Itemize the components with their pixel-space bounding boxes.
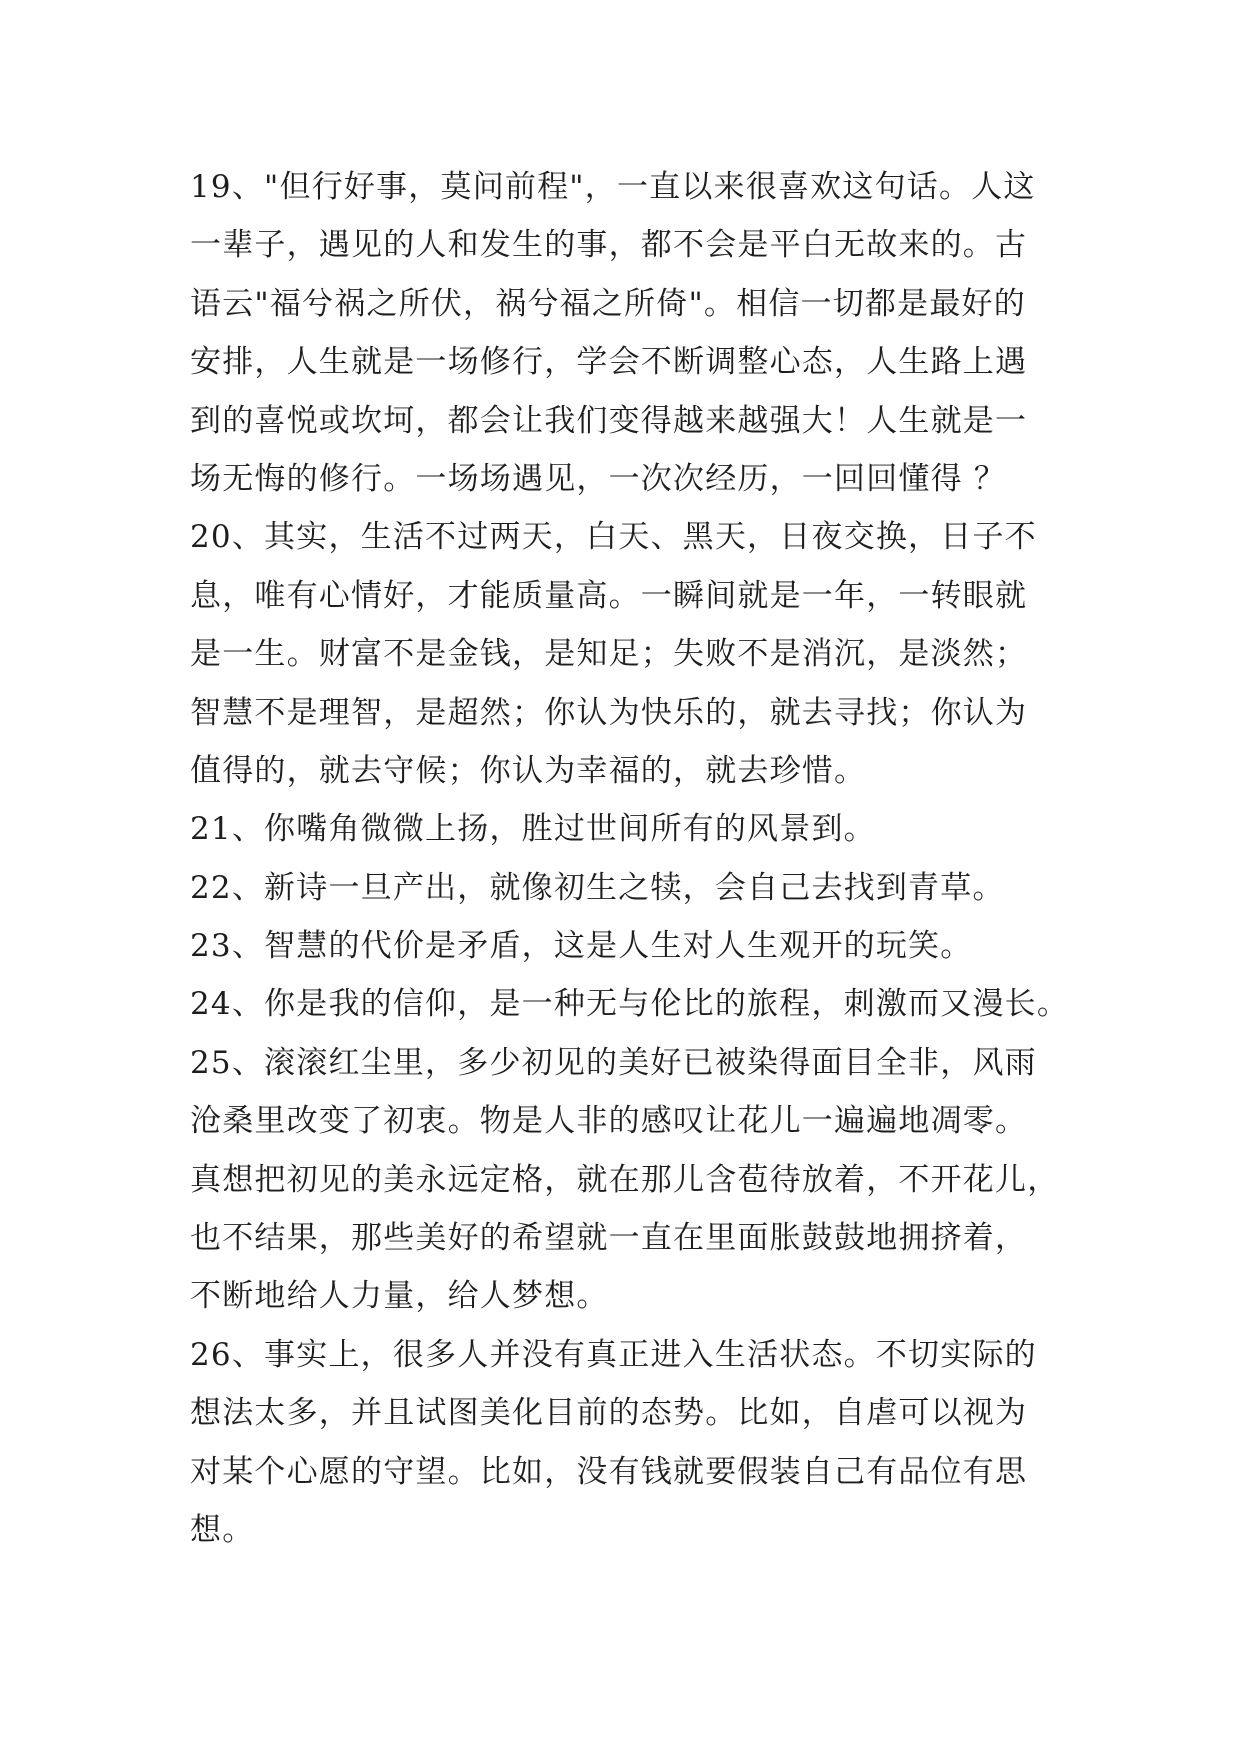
text-line: 21、你嘴角微微上扬，胜过世间所有的风景到。 [190,811,876,848]
document-body [190,158,1070,1559]
text-line: 想法太多，并且试图美化目前的态势。比如，自虐可以视为 [190,1395,1028,1432]
text-line: 不断地给人力量，给人梦想。 [190,1278,609,1315]
text-line: 19、"但行好事，莫问前程"，一直以来很喜欢这句话。人这 [190,169,1036,205]
text-line: 安排，人生就是一场修行，学会不断调整心态，人生路上遇 [190,344,1028,381]
text-line: 22、新诗一旦产出，就像初生之犊，会自己去找到青草。 [190,869,1005,906]
text-line: 场无悔的修行。一场场遇见，一次次经历，一回回懂得 ？ [190,460,1007,497]
text-line: 语云"福兮祸之所伏，祸兮福之所倚"。相信一切都是最好的 [190,285,1026,322]
text-line: 想。 [190,1511,255,1548]
text-line: 也不结果，那些美好的希望就一直在里面胀鼓鼓地拥挤着， [190,1220,1028,1257]
text-line: 对某个心愿的守望。比如，没有钱就要假装自己有品位有思 [190,1453,1028,1490]
text-line: 24、你是我的信仰，是一种无与伦比的旅程，刺激而又漫长。 [190,986,1070,1023]
text-line: 是一生。财富不是金钱，是知足；失败不是消沉，是淡然； [190,636,1028,673]
text-line: 一辈子，遇见的人和发生的事，都不会是平白无故来的。古 [190,227,1028,264]
text-line: 20、其实，生活不过两天，白天、黑天，日夜交换，日子不 [190,519,1037,556]
text-line: 26、事实上，很多人并没有真正进入生活状态。不切实际的 [190,1336,1037,1373]
text-line: 沧桑里改变了初衷。物是人非的感叹让花儿一遍遍地凋零。 [190,1103,1028,1140]
text-line: 真想把初见的美永远定格，就在那儿含苞待放着，不开花儿， [190,1161,1060,1198]
text-line: 息，唯有心情好，才能质量高。一瞬间就是一年，一转眼就 [190,577,1028,614]
text-line: 到的喜悦或坎坷，都会让我们变得越来越强大！人生就是一 [190,402,1028,439]
text-line: 23、智慧的代价是矛盾，这是人生对人生观开的玩笑。 [190,928,973,965]
text-line: 智慧不是理智，是超然；你认为快乐的，就去寻找；你认为 [190,694,1028,731]
text-line: 值得的，就去守候；你认为幸福的，就去珍惜。 [190,752,867,789]
text-line: 25、滚滚红尘里，多少初见的美好已被染得面目全非，风雨 [190,1044,1037,1081]
